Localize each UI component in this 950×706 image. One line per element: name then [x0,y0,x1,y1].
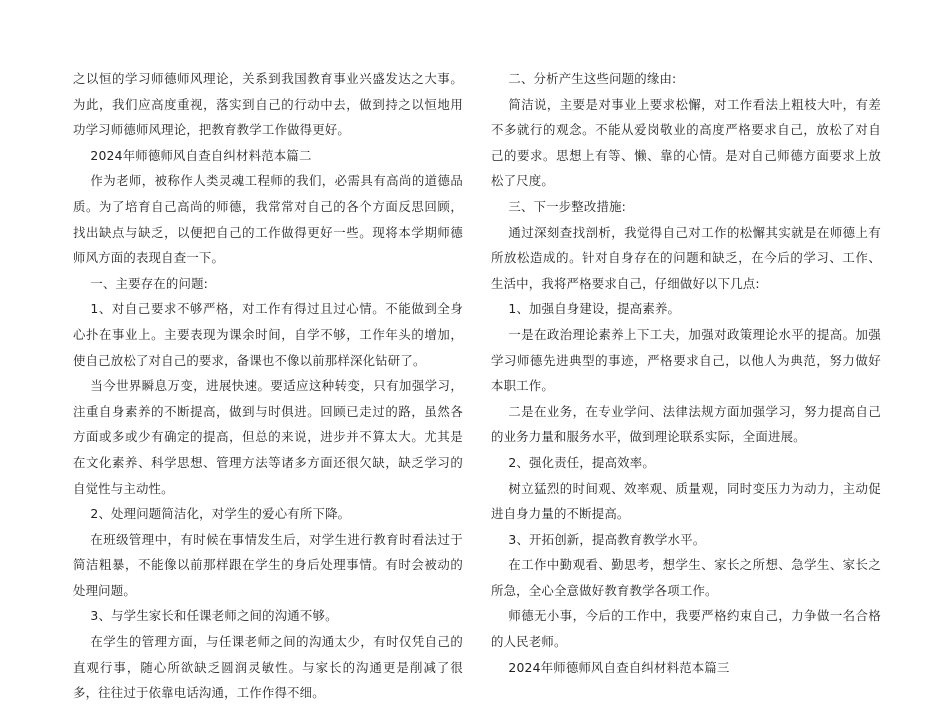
paragraph-measure-2: 2、强化责任，提高效率。 [508,454,655,470]
heading-rectification-measures: 三、下一步整改措施: [508,198,627,214]
paragraph-intro-continuation: 之以恒的学习师德师风理论，关系到我国教育事业兴盛发达之大事。为此，我们应高度重视，落实到自己的行动中去，做到持之以恒地用功学习师德师风理论，把教育教学工作做得更好。 [73,71,463,138]
paragraph-problem-2: 2、处理问题简洁化，对学生的爱心有所下降。 [90,506,351,522]
paragraph-measure-3-detail: 在工作中勤观看、勤思考，想学生、家长之所想、急学生、家长之所急，全心全意做好教育教学各项工作。 [491,557,881,598]
paragraph-measure-1: 1、加强自身建设，提高素养。 [508,301,681,317]
paragraph-measure-3: 3、开拓创新，提高教育教学水平。 [508,531,706,547]
heading-cause-analysis: 二、分析产生这些问题的缘由: [508,71,677,86]
paragraph-problem-1: 1、对自己要求不够严格，对工作有得过且过心情。不能做到全身心扑在事业上。主要表现为课余时间，自学不够，工作年头的增加，使自己放松了对自己的要求，备课也不像以前那样深化钻研了。 [73,301,463,368]
paragraph-cause-detail: 简洁说，主要是对事业上要求松懈，对工作看法上粗枝大叶，有差不多就行的观念。不能从爱岗敬业的高度严格要求自己，放松了对自己的要求。思想上有等、懒、靠的心情。是对自己师德方面要求上放松了尺度。 [491,96,881,189]
paragraph-conclusion: 师德无小事，今后的工作中，我要严格约束自己，力争做一名合格的人民老师。 [491,608,881,650]
section-title-part-three: 2024年师德师风自查自纠材料范本篇三 [508,659,730,675]
paragraph-rectification-intro: 通过深刻查找剖析，我觉得自己对工作的松懈其实就是在师德上有所放松造成的。针对自身存在的问题和缺乏，在今后的学习、工作、生活中，我将严格要求自己，仔细做好以下几点: [491,224,881,291]
paragraph-problem-1-detail: 当今世界瞬息万变，进展快速。要适应这种转变，只有加强学习，注重自身素养的不断提高，做到与时俱进。回顾已走过的路，虽然各方面或多或少有确定的提高，但总的来说，进步并不算太大。尤其是在文化素养、科学思想、管理方法等诸多方面还很欠缺，缺乏学习的自觉性与主动性。 [73,378,463,496]
paragraph-preface: 作为老师，被称作人类灵魂工程师的我们，必需具有高尚的道德品质。为了培育自己高尚的师德，我常常对自己的各个方面反思回顾，找出缺点与缺乏，以便把自己的工作做得更好一些。现将本学期师德师风方面的表现自查一下。 [73,173,463,266]
paragraph-measure-2-detail: 树立猛烈的时间观、效率观、质量观，同时变压力为动力，主动促进自身力量的不断提高。 [491,480,881,522]
heading-main-problems: 一、主要存在的问题: [90,275,209,291]
paragraph-measure-1-professional: 二是在业务，在专业学问、法律法规方面加强学习，努力提高自己的业务力量和服务水平，做到理论联系实际，全面进展。 [491,403,881,445]
paragraph-problem-2-detail: 在班级管理中，有时候在事情发生后，对学生进行教育时看法过于简洁粗暴，不能像以前那样跟在学生的身后处理事情。有时会被动的处理问题。 [73,531,463,598]
left-column [73,66,463,706]
section-title-part-two: 2024年师德师风自查自纠材料范本篇二 [90,147,312,163]
paragraph-problem-3-detail: 在学生的管理方面，与任课老师之间的沟通太少，有时仅凭自己的直观行事，随心所欲缺乏圆润灵敏性。与家长的沟通更是削减了很多，往往过于依靠电话沟通，工作作得不细。 [73,634,463,701]
right-column [491,66,881,680]
paragraph-measure-1-political: 一是在政治理论素养上下工夫，加强对政策理论水平的提高。加强学习师德先进典型的事迹，严格要求自己，以他人为典范，努力做好本职工作。 [491,326,881,394]
paragraph-problem-3: 3、与学生家长和任课老师之间的沟通不够。 [90,608,338,624]
